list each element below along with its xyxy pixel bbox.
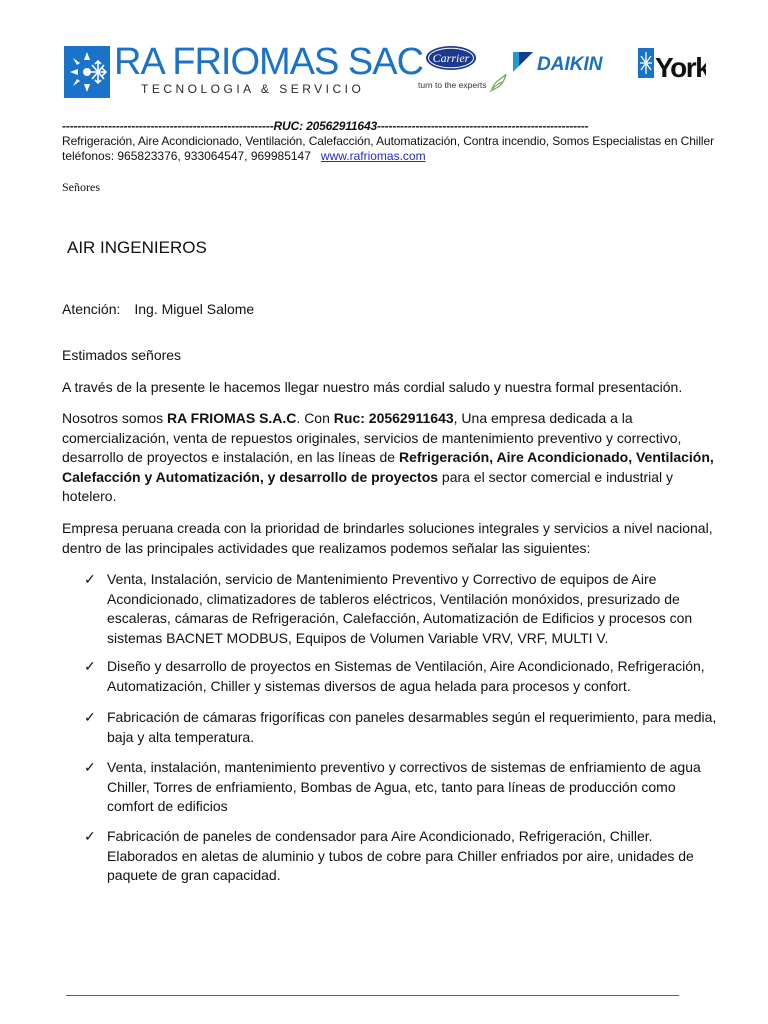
- snowflake-sun-logo-icon: [64, 46, 110, 98]
- list-item-text: Venta, instalación, mantenimiento preventivo y correctivos de sistemas de enfriamiento de agua Chiller, Torres de enfriamiento, Bombas de Agua, etc, tanto para líneas de producción como comfort de edificios: [107, 759, 701, 814]
- service-lines-bold: Refrigeración, Aire Acondicionado, Ventilación, Calefacción y Automatización, y desarrollo de proyectos: [62, 449, 714, 485]
- carrier-logo: [418, 44, 508, 94]
- company-paragraph-text: para el sector comercial e industrial y hotelero.: [62, 468, 674, 504]
- company-paragraph-text: . Con: [296, 410, 334, 426]
- list-item-text: Fabricación de cámaras frigoríficas con paneles desarmables según el requerimiento, para media, baja y alta temperatura.: [107, 709, 717, 745]
- activities-paragraph: Empresa peruana creada con la prioridad de brindarles soluciones integrales y servicios a nivel nacional, dentro de las principales actividades que realizamos podemos señalar las siguientes:: [62, 520, 713, 556]
- recipient-name: AIR INGENIEROS: [67, 238, 207, 257]
- footer-divider: [66, 995, 679, 996]
- list-item-text: Fabricación de paneles de condensador para Aire Acondicionado, Refrigeración, Chiller. Elaborados en aletas de aluminio y tubos de cobre para Chiller enfriados por aire, unidades de paquete de gran capacidad.: [107, 828, 694, 883]
- attention-name: Ing. Miguel Salome: [134, 301, 255, 317]
- company-paragraph-text: , Una empresa dedicada a la comercialización, venta de repuestos originales, servicios de mantenimiento preventivo y correctivo, desarrollo de proyectos e instalación, en las líneas de: [62, 410, 682, 465]
- carrier-slogan: turn to the experts: [418, 80, 487, 90]
- checkmark-icon: ✓: [84, 571, 96, 587]
- intro-text: A través de la presente le hacemos llegar nuestro más cordial saludo y nuestra formal presentación.: [62, 379, 683, 395]
- york-logo: [638, 46, 706, 84]
- website-link[interactable]: www.rafriomas.com: [320, 149, 426, 163]
- checkmark-icon: ✓: [84, 709, 96, 725]
- company-tagline: TECNOLOGIA & SERVICIO: [141, 82, 365, 96]
- greeting: Estimados señores: [62, 347, 182, 363]
- attention-line: [62, 301, 254, 317]
- phones-line: [62, 149, 426, 163]
- attention-label: Atención:: [62, 301, 121, 317]
- carrier-logo-text: Carrier: [432, 51, 470, 65]
- list-item-text: Venta, Instalación, servicio de Mantenimiento Preventivo y Correctivo de equipos de Aire Acondicionado, climatizadores de tableros eléctricos, Ventilación monóxidos, presurizado de escaleras, cámaras de Refrigeración, Calefacción, Automatización de Edificios y procesos con sistemas BACNET MODBUS, Equipos de Volumen Variable VRV, VRF, MULTI V.: [107, 571, 693, 646]
- ruc-line: -------------------------------------------------------RUC: 20562911643-------------------------------------------------------: [62, 119, 589, 133]
- company-name: RA FRIOMAS SAC: [114, 41, 424, 83]
- services-line: Refrigeración, Aire Acondicionado, Ventilación, Calefacción, Automatización, Contra incendio, Somos Especialistas en Chiller: [62, 134, 714, 148]
- salutation-label: Señores: [62, 180, 100, 194]
- company-name-bold: RA FRIOMAS S.A.C: [167, 410, 297, 426]
- list-item-text: Diseño y desarrollo de proyectos en Sistemas de Ventilación, Aire Acondicionado, Refrigeración, Automatización, Chiller y sistemas diversos de agua helada para procesos y confort.: [107, 658, 705, 694]
- company-paragraph: [62, 409, 722, 507]
- phone-numbers: teléfonos: 965823376, 933064547, 969985147: [62, 149, 311, 163]
- york-logo-text: York: [655, 52, 706, 83]
- ruc-bold: Ruc: 20562911643: [333, 410, 454, 426]
- company-paragraph-text: Nosotros somos: [62, 410, 168, 426]
- daikin-logo: [513, 50, 623, 76]
- daikin-logo-text: DAIKIN: [537, 54, 603, 75]
- checkmark-icon: ✓: [84, 828, 96, 844]
- checkmark-icon: ✓: [84, 759, 96, 775]
- checkmark-icon: ✓: [84, 658, 96, 674]
